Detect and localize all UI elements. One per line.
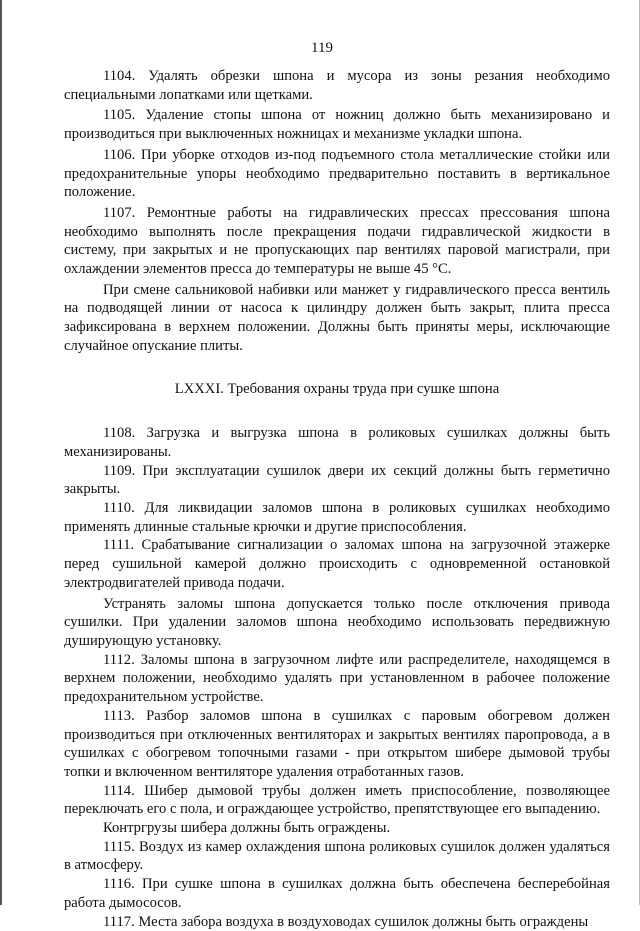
paragraph-1104: 1104. Удалять обрезки шпона и мусора из зоны резания необходимо специальными лопатками или щетками. xyxy=(64,68,610,103)
page-number: 119 xyxy=(311,40,333,56)
paragraph-1105: 1105. Удаление стопы шпона от ножниц должно быть механизировано и производиться при выключенных ножницах и механизме укладки шпона. xyxy=(64,107,610,143)
paragraph-1107-continued: При смене сальниковой набивки или манжет у гидравлического пресса вентиль на подводящей линии от насоса к цилиндру должен быть закрыт, плита пресса зафиксирована в верхнем положении. Должны быть приняты меры, исключающие случайное опускание плиты. xyxy=(64,281,610,354)
paragraph-1116: 1116. При сушке шпона в сушилках должна быть обеспечена бесперебойная работа дымососов. xyxy=(64,876,610,911)
paragraph-1112: 1112. Заломы шпона в загрузочном лифте или распределителе, находящемся в верхнем положении, необходимо удалять при установленном в рабочее положение предохранительном устройстве. xyxy=(64,651,610,706)
paragraph-1114: 1114. Шибер дымовой трубы должен иметь приспособление, позволяющее переключать его с пола, и ограждающее устройство, препятствующее его выпадению. xyxy=(64,782,610,818)
document-body xyxy=(64,67,610,931)
paragraph-1117: 1117. Места забора воздуха в воздуховодах сушилок должны быть ограждены xyxy=(103,913,589,930)
paragraph-1114-continued: Контргрузы шибера должны быть ограждены. xyxy=(103,820,391,837)
paragraph-1108: 1108. Загрузка и выгрузка шпона в роликовых сушилках должны быть механизированы. xyxy=(64,425,610,460)
paragraph-1106: 1106. При уборке отходов из-под подъемного стола металлические стойки или предохранительные упоры необходимо предварительно поставить в вертикальное положение. xyxy=(64,146,610,201)
section-title: LXXXI. Требования охраны труда при сушке шпона xyxy=(174,380,500,397)
paragraph-1111-continued: Устранять заломы шпона допускается только после отключения привода сушилки. При удалении заломов шпона необходимо использовать передвижную душирующую установку. xyxy=(64,595,610,649)
paragraph-1111: 1111. Срабатывание сигнализации о заломах шпона на загрузочной этажерке перед сушильной камерой должно происходить с одновременной остановкой электродвигателей привода подачи. xyxy=(64,537,610,591)
paragraph-1109: 1109. При эксплуатации сушилок двери их секций должны быть герметично закрыты. xyxy=(64,462,610,498)
paragraph-1107: 1107. Ремонтные работы на гидравлических прессах прессования шпона необходимо выполнять после прекращения подачи гидравлической жидкости в систему, при закрытых и не пропускающих пар вентилях паровой магистрали, при охлаждении элементов пресса до температуры не выше 45 °С. xyxy=(64,204,610,278)
paragraph-1110: 1110. Для ликвидации заломов шпона в роликовых сушилках необходимо применять длинные стальные крючки и другие приспособления. xyxy=(64,500,610,535)
paragraph-1115: 1115. Воздух из камер охлаждения шпона роликовых сушилок должен удаляться в атмосферу. xyxy=(64,838,610,874)
paragraph-1113: 1113. Разбор заломов шпона в сушилках с паровым обогревом должен производиться при отключенных вентиляторах и закрытых вентилях паропровода, а в сушилках с обогревом топочными газами - при открытом шибере дымовой трубы топки и включенном вентиляторе удаления отработанных газов. xyxy=(64,707,610,780)
